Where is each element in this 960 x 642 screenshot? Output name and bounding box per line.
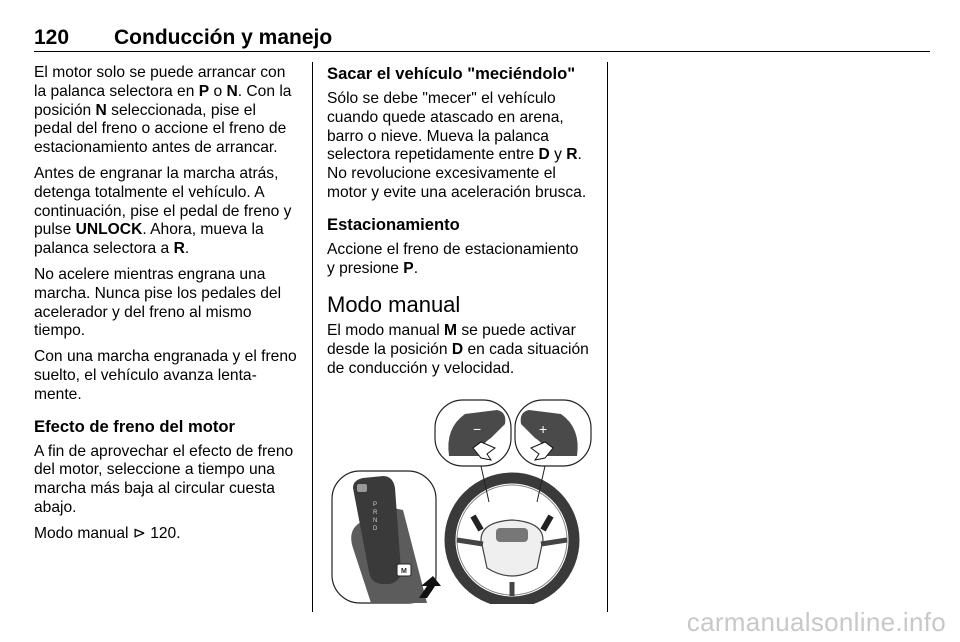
text-line: abajo. <box>34 498 77 516</box>
paragraph <box>34 165 300 259</box>
lock-button-icon <box>357 484 367 492</box>
text-line: Con una marcha engranada y el freno <box>34 348 297 366</box>
text-line: Accione el freno de estacionamiento <box>327 240 579 258</box>
svg-text:N: N <box>373 518 378 524</box>
text-line: estacionamiento antes de arrancar. <box>34 139 278 157</box>
text-line: motor y evite una aceleración brusca. <box>327 183 587 201</box>
cross-reference-link[interactable]: Modo manual ⊳ 120. <box>34 524 181 542</box>
text-line: mente. <box>34 385 82 403</box>
text-line: Sólo se debe "mecer" el vehículo <box>327 90 556 107</box>
paragraph <box>34 443 300 518</box>
text-line: palanca selectora a R. <box>34 240 190 258</box>
text-line: desde la posición D en cada situación <box>327 341 589 359</box>
text-line: continuación, pise el pedal de freno y <box>34 202 292 220</box>
text-line: A fin de aprovechar el efecto de freno <box>34 442 294 460</box>
svg-text:D: D <box>373 526 378 532</box>
text-line: pulse UNLOCK. Ahora, mueva la <box>34 221 264 239</box>
svg-text:M: M <box>401 568 407 575</box>
running-title: Conducción y manejo <box>114 26 333 49</box>
section-heading: Efecto de freno del motor <box>34 416 235 436</box>
text-line: pedal del freno o accione el freno de <box>34 120 287 138</box>
column-middle <box>327 64 593 386</box>
text-line: detenga totalmente el vehículo. A <box>34 183 265 201</box>
text-line: de conducción y velocidad. <box>327 359 515 377</box>
paragraph <box>327 322 593 378</box>
page-number: 120 <box>34 26 70 49</box>
minus-label: − <box>473 421 482 437</box>
text-line: la palanca selectora en P o N. Con la <box>34 82 292 100</box>
text-line: del motor, seleccione a tiempo una <box>34 461 275 479</box>
paragraph <box>34 348 300 404</box>
text-line: El modo manual M se puede activar <box>327 322 576 340</box>
plus-label: + <box>539 421 548 437</box>
text-line: No acelere mientras engrana una <box>34 265 266 283</box>
text-line: selectora repetidamente entre D y R. <box>327 146 582 164</box>
column-left <box>34 64 300 551</box>
text-line: El motor solo se puede arrancar con <box>34 64 286 81</box>
paragraph <box>34 64 300 158</box>
text-line: tiempo. <box>34 322 86 340</box>
section-heading: Sacar el vehículo "meciéndolo" <box>327 64 576 83</box>
section-heading: Estacionamiento <box>327 214 460 234</box>
paragraph <box>34 266 300 341</box>
text-line: y presione P. <box>327 259 419 277</box>
section-title: Modo manual <box>327 292 461 318</box>
text-line: acelerador y del freno al mismo <box>34 303 252 321</box>
svg-text:R: R <box>373 510 378 516</box>
brand-emblem <box>496 528 528 542</box>
text-line: marcha más baja al circular cuesta <box>34 480 275 498</box>
steering-wheel-paddle-illustration <box>331 398 593 604</box>
text-line: marcha. Nunca pise los pedales del <box>34 284 282 302</box>
svg-text:P: P <box>373 502 378 508</box>
text-line: cuando quede atascado en arena, <box>327 108 564 126</box>
text-line: suelto, el vehículo avanza lenta- <box>34 366 257 384</box>
watermark: carmanualsonline.info <box>686 607 946 637</box>
paragraph <box>327 90 593 203</box>
page-header <box>34 26 930 50</box>
text-line: No revolucione excesivamente el <box>327 165 556 183</box>
column-divider <box>607 62 608 612</box>
text-line: barro o nieve. Mueva la palanca <box>327 127 549 145</box>
text-line: posición N seleccionada, pise el <box>34 101 256 119</box>
header-rule <box>34 51 930 52</box>
column-divider <box>312 62 313 612</box>
paragraph <box>327 241 593 279</box>
text-line: Antes de engranar la marcha atrás, <box>34 164 279 182</box>
